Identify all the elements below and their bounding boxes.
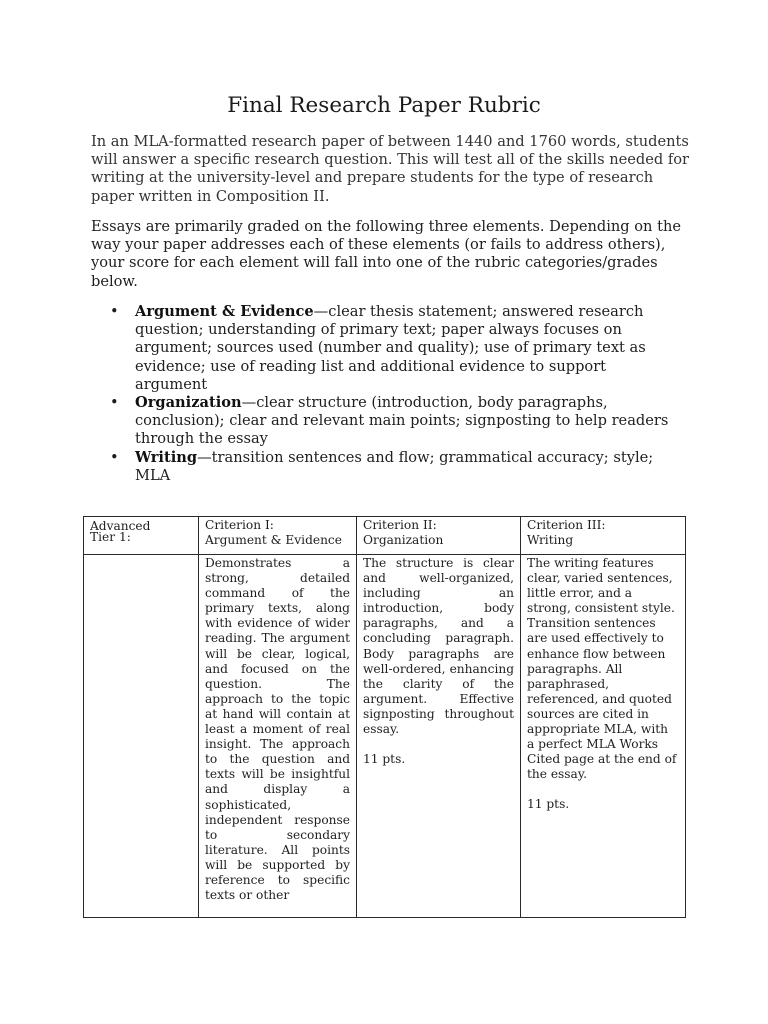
criterion-3-text: The writing features clear, varied sentences, little error, and a strong, consistent style. Transition sentences are used effectively to enhance flow between paragraphs. All paraphrased, referenced, and quoted sources are cited in appropriate MLA, with a perfect MLA Works Cited page at the end of the essay. (527, 556, 677, 782)
bullet-description: —clear thesis statement; answered research question; understanding of primary text; paper always focuses on argument; sources used (number and quality); use of primary text as evidence; use of reading list and additional evidence to support argument (135, 303, 646, 393)
table-header-criterion-2 (357, 517, 521, 555)
bullet-icon: • (110, 448, 119, 466)
criteria-bullet-list (91, 303, 681, 485)
bullet-term: Organization (135, 394, 242, 412)
bullet-icon: • (110, 394, 119, 412)
bullet-writing (91, 449, 681, 485)
bullet-term: Argument & Evidence (135, 303, 314, 320)
table-header-criterion-3 (521, 517, 686, 555)
tier-label-cell (84, 519, 199, 918)
criterion-3-cell (521, 555, 686, 918)
bullet-description: —transition sentences and flow; grammatical accuracy; style; MLA (135, 448, 654, 484)
criterion-2-cell (357, 555, 521, 918)
intro-paragraph-2: Essays are primarily graded on the following three elements. Depending on the way your paper addresses each of these elements (or fails to address others), your score for each element will fall into one of the rubric categories/grades below. (91, 218, 681, 290)
criterion-2-text: The structure is clear and well-organized, including an introduction, body paragraphs, and a concluding paragraph. Body paragraphs are well-ordered, enhancing the clarity of the argument. Effective signposting throughout essay. (363, 556, 514, 737)
criterion-1-cell (199, 555, 357, 918)
header-line: Criterion I: (205, 518, 274, 532)
bullet-term: Writing (135, 448, 198, 466)
header-line: Organization (363, 533, 444, 548)
tier-number: Tier 1: (90, 530, 131, 544)
bullet-description: —clear structure (introduction, body paragraphs, conclusion); clear and relevant main points; signposting to help readers through the essay (135, 394, 669, 448)
rubric-table (83, 516, 686, 918)
bullet-icon: • (110, 303, 119, 320)
criterion-2-points: 11 pts. (363, 752, 406, 767)
header-line: Criterion III: (527, 518, 606, 532)
bullet-organization (91, 394, 681, 449)
intro-paragraph-1: In an MLA-formatted research paper of between 1440 and 1760 words, students will answer a specific research question. This will test all of the skills needed for writing at the university-level and prepare students for the type of research paper written in Composition II. (91, 133, 690, 205)
table-row (84, 555, 686, 918)
bullet-argument-evidence (91, 303, 681, 394)
criterion-1-text: Demonstrates a strong, detailed command of the primary texts, along with evidence of wider reading. The argument will be clear, logical, and focused on the question. The approach to the topic at hand will contain at least a moment of real insight. The approach to the question and texts will be insightful and display a sophisticated, independent response to secondary literature. All points will be supported by reference to specific texts or other (205, 556, 350, 903)
header-line: Criterion II: (363, 518, 437, 532)
header-line: Writing (527, 533, 574, 548)
table-header-criterion-1 (199, 517, 357, 555)
tier-level: Advanced (90, 519, 151, 534)
header-line: Argument & Evidence (205, 533, 342, 548)
page-title: Final Research Paper Rubric (227, 93, 541, 118)
criterion-3-points: 11 pts. (527, 797, 570, 812)
